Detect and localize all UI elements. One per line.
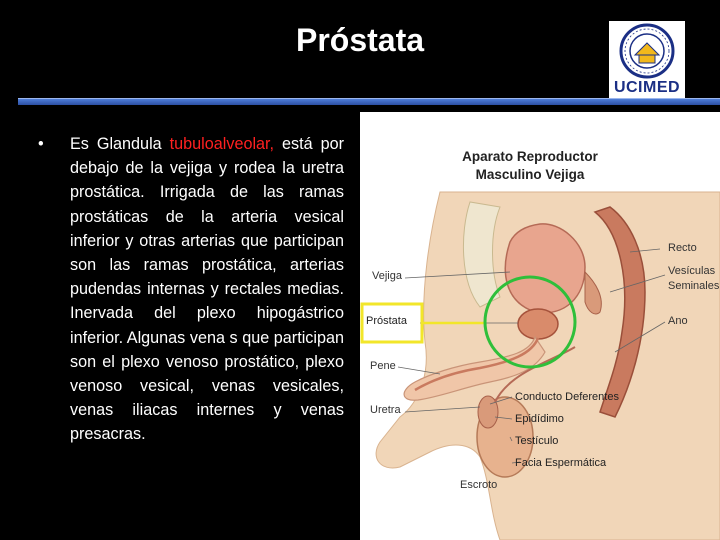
anatomy-figure [360,112,720,540]
bullet-text [70,132,344,447]
label-recto: Recto [668,242,697,254]
figure-title: Aparato Reproductor Masculino Vejiga [462,149,598,182]
ucimed-logo [609,21,685,99]
label-uretra: Uretra [370,404,401,416]
title-divider [18,98,720,105]
label-epididimo: Epidídimo [515,413,564,425]
label-conducto-deferentes: Conducto Deferentes [515,391,619,403]
label-facia-espermatica: Facia Espermática [515,457,607,469]
label-ano: Ano [668,315,688,327]
slide-title: Próstata [295,22,425,58]
logo-brand-text: UCIMED [613,79,681,96]
label-seminales: Seminales [668,280,720,292]
label-testiculo: Testículo [515,435,559,447]
label-prostata: Próstata [366,315,407,327]
bullet-text-part1: Es Glandula [70,135,170,153]
label-vejiga: Vejiga [372,270,402,282]
bullet-dot: • [38,135,44,153]
bullet-text-part2: está por debajo de la vejiga y rodea la uretra prostática. Irrigada de las ramas prostáticas de la arteria vesical inferior y otras arterias que participan son las ramas prostática, arterias pudendas internas y rectales medias. Inervada del plexo hipogástrico inferior. Algunas vena s que participan son el plexo venoso prostático, plexo venoso vesical, venas vesicales, venas iliacas internes y venas presacras. [70,135,344,444]
university-seal-icon [609,21,685,81]
bullet-text-highlight: tubuloalveolar, [169,135,275,153]
label-vesiculas: Vesículas [668,265,716,277]
label-escroto: Escroto [460,479,498,491]
bullet-item [38,132,344,447]
label-pene: Pene [370,360,396,372]
